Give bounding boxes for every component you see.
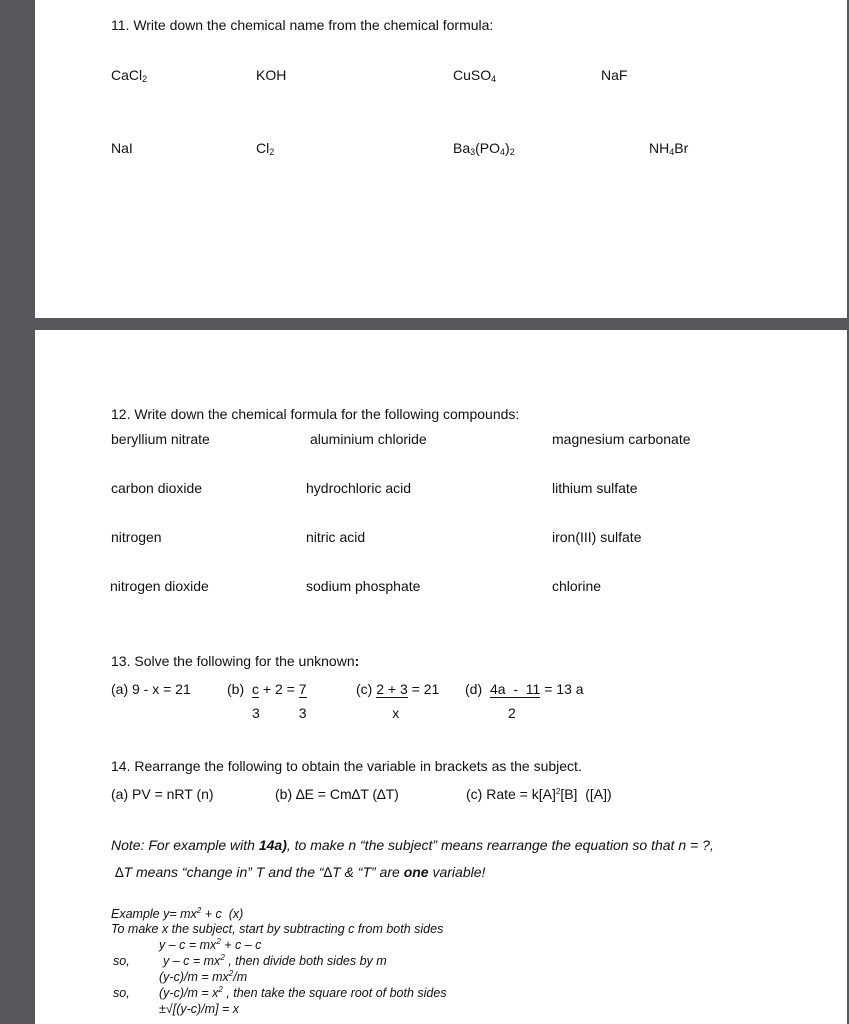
formula-subscript: 4 bbox=[500, 147, 506, 157]
compound-7: nitrogen bbox=[111, 529, 162, 545]
formula-text: Cl bbox=[128, 67, 143, 83]
formula-text: CuSO bbox=[453, 67, 492, 83]
formula-text: NaI bbox=[111, 140, 133, 156]
formula-5 bbox=[111, 140, 133, 156]
formula-text: ) bbox=[505, 140, 510, 156]
q13-title: 13. Solve the following for the unknown: bbox=[111, 653, 360, 669]
q11-title: 11. Write down the chemical name from the chemical formula: bbox=[111, 17, 494, 33]
formula-text: Ba bbox=[453, 140, 471, 156]
compound-8: nitric acid bbox=[306, 529, 366, 545]
formula-6 bbox=[256, 140, 274, 156]
example-line-5: $(y-c)/m = mx^2/m$ bbox=[159, 969, 248, 984]
formula-8 bbox=[649, 140, 688, 156]
compound-6: lithium sulfate bbox=[552, 480, 638, 496]
q14-c: (c) Rate = $k[A]^2[B]$ ([A]) bbox=[466, 786, 612, 802]
compound-10: nitrogen dioxide bbox=[110, 578, 209, 594]
q13-d-frac: $\frac{4a - 11}{2}$ bbox=[490, 681, 541, 721]
formula-subscript: 4 bbox=[669, 147, 675, 157]
example-so-2: so, bbox=[113, 986, 130, 1000]
q13-b: $(b) \frac{c}{3}$ + $2 = \frac{7}{3}$ bbox=[227, 681, 307, 721]
example-line-3: $y - c = mx^2 + c - c$ bbox=[159, 937, 262, 952]
compound-9: iron(III) sulfate bbox=[552, 529, 642, 545]
q13-c-frac: $\frac{2 + 3}{x}$ bbox=[376, 681, 408, 721]
compound-3: magnesium carbonate bbox=[552, 431, 691, 447]
note-line-1: Note: For example with 14a), to make n “the subject” means rearrange the equation so that n = ?, bbox=[111, 837, 714, 853]
formula-text: KOH bbox=[256, 67, 287, 83]
document-page-2 bbox=[35, 330, 847, 1024]
formula-text: (PO bbox=[475, 140, 501, 156]
compound-12: chlorine bbox=[552, 578, 602, 594]
note-line-2: ∆T means “change in” T and the “∆T & “T” are one variable! bbox=[115, 864, 486, 880]
q12-title: 12. Write down the chemical formula for the following compounds: bbox=[111, 406, 520, 422]
example-line-6: $(y-c)/m = x^2$ , then take the square root of both sides bbox=[159, 985, 447, 1000]
q13-d: $(d) \frac{4a - 11}{2}$ = 13 a bbox=[465, 681, 584, 721]
example-line-1: Example $y= mx^2 + c$ (x) bbox=[111, 906, 244, 921]
document-page-1 bbox=[35, 0, 847, 318]
formula-subscript: 2 bbox=[142, 74, 148, 84]
q13-c: $(c) \frac{2 + 3}{x}$ = 21 bbox=[356, 681, 440, 721]
formula-text: Ca bbox=[111, 67, 129, 83]
formula-4 bbox=[601, 67, 627, 83]
q13-a: (a) 9 - x = 21 bbox=[111, 681, 191, 697]
formula-text: NH bbox=[649, 140, 670, 156]
example-line-7: ±√[(y-c)/m] = x bbox=[159, 1002, 240, 1016]
compound-2: aluminium chloride bbox=[310, 431, 427, 447]
formula-subscript: 4 bbox=[491, 74, 497, 84]
formula-7 bbox=[453, 140, 515, 156]
compound-5: hydrochloric acid bbox=[306, 480, 412, 496]
formula-subscript: 2 bbox=[269, 147, 275, 157]
formula-subscript: 3 bbox=[470, 147, 476, 157]
compound-1: beryllium nitrate bbox=[111, 431, 210, 447]
formula-2 bbox=[256, 67, 286, 83]
formula-text: Cl bbox=[256, 140, 270, 156]
formula-subscript: 2 bbox=[509, 147, 515, 157]
formula-1 bbox=[111, 67, 147, 83]
formula-text: Br bbox=[674, 140, 689, 156]
example-so-1: so, bbox=[113, 954, 130, 968]
compound-11: sodium phosphate bbox=[306, 578, 421, 594]
q13-b-frac2: $\frac{7}{3}$ bbox=[298, 681, 307, 721]
q14-title: 14. Rearrange the following to obtain the variable in brackets as the subject. bbox=[111, 758, 582, 774]
q14-b: (b) ∆E = Cm∆T (∆T) bbox=[275, 786, 399, 802]
formula-3 bbox=[453, 67, 496, 83]
example-line-4: $y - c = mx^2$ , then divide both sides by m bbox=[163, 953, 387, 968]
example-line-2: To make x the subject, start by subtracting c from both sides bbox=[111, 922, 444, 936]
q13-b-frac1: $\frac{c}{3}$ bbox=[252, 681, 260, 721]
q14-a: (a) PV = nRT (n) bbox=[111, 786, 214, 802]
compound-4: carbon dioxide bbox=[111, 480, 203, 496]
formula-text: NaF bbox=[601, 67, 628, 83]
